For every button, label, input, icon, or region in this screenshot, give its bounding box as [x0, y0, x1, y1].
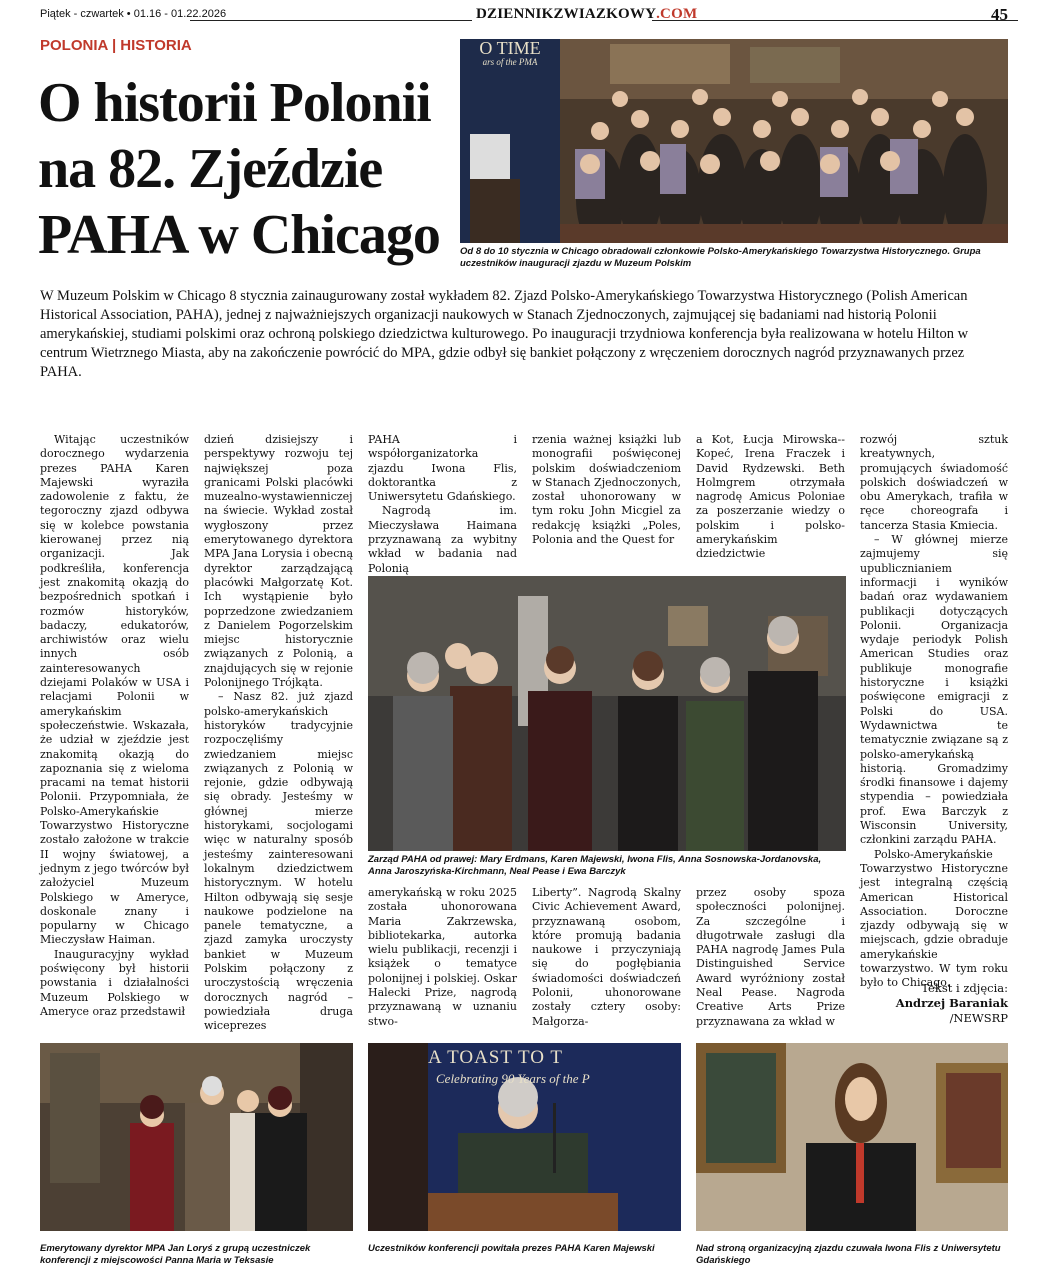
- text-column-5-bottom: [696, 886, 845, 1029]
- text-column-3-top: [368, 433, 517, 576]
- caption-majewski-photo: Uczestników konferencji powitała prezes PAHA Karen Majewski: [368, 1243, 655, 1254]
- caption-board-photo: Zarząd PAHA od prawej: Mary Erdmans, Karen Majewski, Iwona Flis, Anna Sosnowska-Jordanovska, Anna Jaroszyńska-Kirchmann, Neal Pease i Ewa Barczyk: [368, 854, 822, 877]
- lorys-photo-illustration: [40, 1043, 353, 1231]
- banner-text: A TOAST TO T: [428, 1047, 564, 1068]
- paragraph: a Kot, Łucja Mirowska--Kopeć, Irena Fraczek i David Rydzewski. Beth Holmgrem otrzymała nagrodę Amicus Poloniae za poszerzanie wiedzy o polskim i polsko-amerykańskim dziedzictwie: [696, 433, 845, 561]
- paragraph: rzenia ważnej książki lub monografii poświęconej polskim doświadczeniom w Stanach Zjednoczonych, został uhonorowany w tym roku John Micgiel za redakcję książki „Poles, Polonia and the Quest for: [532, 433, 681, 547]
- text-column-3-bottom: [368, 886, 517, 1029]
- header-rule-left: [190, 20, 472, 21]
- article-headline: O historii Polonii na 82. Zjeździe PAHA w Chicago: [38, 72, 440, 266]
- paragraph: Polsko-Amerykańskie Towarzystwo Historyczne jest integralną częścią American Historical Association. Doroczne zjazdy odbywają się w miejscach, gdzie obraduje amerykańskie towarzystwo. W tym roku było to Chicago.: [860, 847, 1008, 990]
- photo-paha-board: [368, 576, 846, 851]
- text-column-5-top: [696, 433, 845, 562]
- photo-iwona-flis: [696, 1043, 1008, 1231]
- paragraph: przez osoby spoza społeczności polonijnej. Za szczególne i długotrwałe zasługi dla PAHA nagrodę James Pula Distinguished Service Award wyróżniony został Neal Pease. Nagroda Creative Arts Prize przyznawana za wkład w: [696, 886, 845, 1028]
- paragraph: Liberty”. Nagrodą Skalny Civic Achievement Award, przyznawaną osobom, które promują badania naukowe i przyczyniają się do pogłębiania świadomości doświadczeń Polonii, uhonorowane zostały cztery osoby: Małgorza-: [532, 886, 681, 1028]
- site-name[interactable]: DZIENNIKZWIAZKOWY.COM: [476, 6, 698, 22]
- text-column-4-top: [532, 433, 681, 547]
- paragraph: – Nasz 82. już zjazd polsko-amerykańskich historyków tradycyjnie rozpoczęliśmy zwiedzaniem miejsc związanych z Polonią w rejonie, gdzie odbywają się obrady. Jesteśmy w głównej mierze historykami, socjologami więc w naturalny sposób jesteśmy zainteresowani lokalnym dziedzictwem historycznym. W hotelu Hilton odbywają się sesje naukowe podzielone na panele tematyczne, a zjazd zamyka uroczysty bankiet w Muzeum Polskim połączony z uroczystością wręczenia dorocznych nagród – powiedziała druga wiceprezes: [204, 690, 353, 1033]
- banner-text: O TIME: [479, 39, 541, 58]
- text-column-4-bottom: [532, 886, 681, 1029]
- article-credit: [856, 981, 1008, 1026]
- paragraph: rozwój sztuk kreatywnych, promujących świadomość polskich doświadczeń w obu Amerykach, trafiła w ręce choreografa i tancerza Stasia Kmiecia.: [860, 433, 1008, 532]
- board-photo-illustration: [368, 576, 846, 851]
- paragraph: amerykańską w roku 2025 została uhonorowana Maria Zakrzewska, bibliotekarka, autorka wielu publikacji, recenzji i książek o tematyce polonijnej i polskiej. Oskar Halecki Prize, nagrodą przyznawaną w uznaniu stwo-: [368, 886, 517, 1028]
- paragraph: Nagrodą im. Mieczysława Haimana przyznawaną za wybitny wkład w badania nad Polonią: [368, 504, 517, 575]
- flis-photo-illustration: [696, 1043, 1008, 1231]
- paragraph: dzień dzisiejszy i perspektywy rozwoju tej największej poza granicami Polski placówki muzealno-wystawienniczej na świecie. Wykład został wygłoszony przez emerytowanego dyrektora MPA Jana Lorysia i obecną dyrektor zarządzającą placówki Małgorzatę Kot. Ich wystąpienie było poprzedzone zwiedzaniem z Danielem Pogorzelskim miejsc historycznie związanych z Polonią, a znajdujących się w rejonie Polonijnego Trójkąta.: [204, 433, 353, 690]
- paragraph: Witając uczestników dorocznego wydarzenia prezes PAHA Karen Majewski wyraziła zadowolenie z faktu, że tegoroczny zjazd odbywa się w kolebce powstania kierowanej przez nią organizacji. Jak podkreśliła, konferencja jest znakomitą okazją do bezpośrednich spotkań i rozmów historyków, badaczy, edukatorów, archiwistów oraz wielu innych osób zainteresowanych dziejami Polaków w USA i relacjami Polonii w amerykańskim społeczeństwie. Wskazała, że udział w zjeździe jest znakomitą okazją do zapoznania się z wieloma pracami na temat historii Polonii. Przypomniała, że Polsko-Amerykańskie Towarzystwo Historyczne zostało założone w trakcie II wojny światowej, a jednym z jego twórców był założyciel Muzeum Polskiego w Ameryce, doskonale znany i popularny w Chicago Mieczysław Haiman.: [40, 433, 189, 947]
- page-header: [40, 6, 1008, 26]
- credit-author: Andrzej Baraniak: [895, 996, 1008, 1010]
- paragraph: PAHA i współorganizatorka zjazdu Iwona Flis, doktorantka z Uniwersytetu Gdańskiego.: [368, 433, 517, 504]
- section-kicker: POLONIA | HISTORIA: [40, 37, 192, 54]
- page-number: 45: [991, 5, 1008, 24]
- text-column-2: [204, 433, 353, 1033]
- issue-date: Piątek - czwartek • 01.16 - 01.22.2026: [40, 8, 227, 20]
- paragraph: – W głównej mierze zajmujemy się upublicznianiem informacji i wyników badań oraz wydawaniem publikacji dotyczących Polonii. Organizacja wydaje periodyk Polish American Studies oraz publikuje monografie historyczne i książki poświęcone emigracji z Polski do USA. Wydawnictwa te tematycznie związane są z polsko-amerykańską historią. Gromadzimy środki finansowe i dajemy stypendia – powiedziała prof. Ewa Barczyk z Wisconsin University, członkini zarządu PAHA.: [860, 533, 1008, 847]
- paragraph: Inauguracyjny wykład poświęcony był historii powstania i działalności Muzeum Polskiego w Ameryce oraz przedstawił: [40, 947, 189, 1018]
- credit-agency: /NEWSRP: [949, 1011, 1008, 1025]
- article-lead: W Muzeum Polskim w Chicago 8 stycznia zainaugurowany został wykładem 82. Zjazd Polsko-Amerykańskiego Towarzystwa Historycznego (Polish American Historical Association, PAHA), jednej z najważniejszych organizacji naukowych w Stanach Zjednoczonych, zajmującej się badaniami nad historią Polonii amerykańskiej, studiami polskimi oraz ochroną polskiego dziedzictwa kulturowego. Po inauguracji trzydniowa konferencja była realizowana w hotelu Hilton w centrum Wietrznego Miasta, aby na zakończenie powrócić do MPA, gdzie odbył się bankiet połączony z wręczeniem dorocznych nagród przyznawanych przez PAHA.: [40, 288, 969, 380]
- caption-top-photo: Od 8 do 10 stycznia w Chicago obradowali członkowie Polsko-Amerykańskiego Towarzystwa Historycznego. Grupa uczestników inauguracji zjazdu w Muzeum Polskim: [460, 246, 981, 269]
- credit-label: Tekst i zdjęcia:: [921, 981, 1008, 995]
- photo-jan-lorys: [40, 1043, 353, 1231]
- text-column-1: [40, 433, 189, 1019]
- banner-subtext: Celebrating 90 Years of the P: [436, 1071, 590, 1086]
- caption-lorys-photo: Emerytowany dyrektor MPA Jan Loryś z grupą uczestniczek konferencji z miejscowości Panna Maria w Teksasie: [40, 1243, 311, 1266]
- header-rule-right: [652, 20, 1018, 21]
- banner-subtext: ars of the PMA: [482, 57, 538, 67]
- caption-flis-photo: Nad stroną organizacyjną zjazdu czuwała Iwona Flis z Uniwersytetu Gdańskiego: [696, 1243, 1001, 1266]
- text-column-6: [860, 433, 1008, 991]
- photo-group-museum: [460, 39, 1008, 243]
- photo-karen-majewski: [368, 1043, 681, 1231]
- group-photo-illustration: [460, 39, 1008, 243]
